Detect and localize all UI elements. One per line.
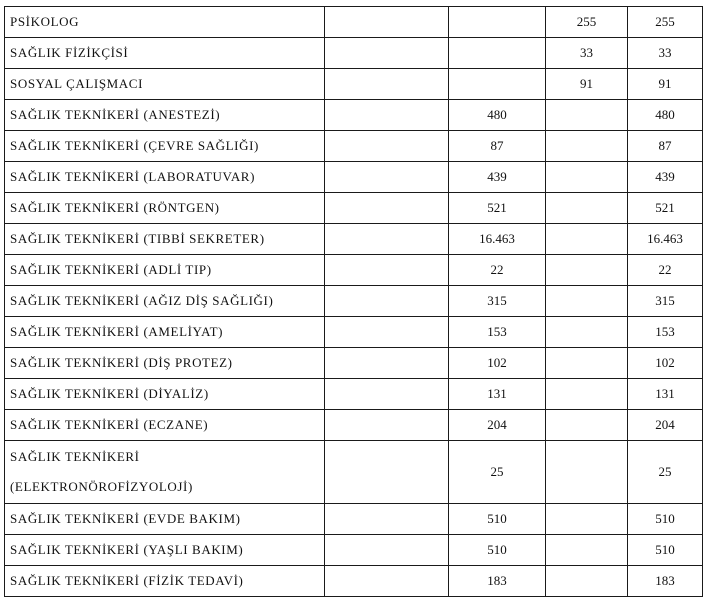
row-title-line: SAĞLIK TEKNİKERİ bbox=[10, 449, 140, 464]
row-title: SAĞLIK FİZİKÇİSİ bbox=[5, 38, 325, 69]
table-row bbox=[5, 317, 703, 348]
value-cell bbox=[546, 162, 628, 193]
row-title: SAĞLIK TEKNİKERİ (ANESTEZİ) bbox=[5, 100, 325, 131]
row-title: SAĞLIK TEKNİKERİ (DİYALİZ) bbox=[5, 379, 325, 410]
value-cell: 510 bbox=[449, 504, 546, 535]
table-row bbox=[5, 193, 703, 224]
value-cell bbox=[449, 38, 546, 69]
empty-cell bbox=[325, 286, 449, 317]
table-row bbox=[5, 38, 703, 69]
table-row bbox=[5, 255, 703, 286]
row-title: SAĞLIK TEKNİKERİ (EVDE BAKIM) bbox=[5, 504, 325, 535]
value-cell: 153 bbox=[449, 317, 546, 348]
empty-cell bbox=[325, 100, 449, 131]
value-cell bbox=[546, 255, 628, 286]
row-title: SAĞLIK TEKNİKERİ (ECZANE) bbox=[5, 410, 325, 441]
total-cell: 33 bbox=[628, 38, 703, 69]
value-cell: 439 bbox=[449, 162, 546, 193]
total-cell: 480 bbox=[628, 100, 703, 131]
value-cell bbox=[546, 535, 628, 566]
value-cell bbox=[546, 504, 628, 535]
empty-cell bbox=[325, 224, 449, 255]
value-cell bbox=[546, 131, 628, 162]
table-row bbox=[5, 566, 703, 597]
value-cell: 131 bbox=[449, 379, 546, 410]
empty-cell bbox=[325, 69, 449, 100]
empty-cell bbox=[325, 38, 449, 69]
table-row bbox=[5, 69, 703, 100]
table-row bbox=[5, 441, 703, 504]
total-cell: 25 bbox=[628, 441, 703, 504]
total-cell: 315 bbox=[628, 286, 703, 317]
total-cell: 16.463 bbox=[628, 224, 703, 255]
row-title bbox=[5, 441, 325, 504]
empty-cell bbox=[325, 7, 449, 38]
value-cell bbox=[449, 7, 546, 38]
empty-cell bbox=[325, 535, 449, 566]
table-row bbox=[5, 131, 703, 162]
empty-cell bbox=[325, 193, 449, 224]
total-cell: 102 bbox=[628, 348, 703, 379]
total-cell: 510 bbox=[628, 535, 703, 566]
row-title: PSİKOLOG bbox=[5, 7, 325, 38]
total-cell: 521 bbox=[628, 193, 703, 224]
value-cell: 25 bbox=[449, 441, 546, 504]
value-cell: 255 bbox=[546, 7, 628, 38]
value-cell: 16.463 bbox=[449, 224, 546, 255]
table-row bbox=[5, 410, 703, 441]
value-cell: 480 bbox=[449, 100, 546, 131]
table-row bbox=[5, 504, 703, 535]
table-row bbox=[5, 348, 703, 379]
value-cell bbox=[546, 317, 628, 348]
total-cell: 91 bbox=[628, 69, 703, 100]
row-title: SAĞLIK TEKNİKERİ (RÖNTGEN) bbox=[5, 193, 325, 224]
row-title: SOSYAL ÇALIŞMACI bbox=[5, 69, 325, 100]
value-cell: 87 bbox=[449, 131, 546, 162]
table-row bbox=[5, 7, 703, 38]
row-title: SAĞLIK TEKNİKERİ (YAŞLI BAKIM) bbox=[5, 535, 325, 566]
empty-cell bbox=[325, 131, 449, 162]
row-title: SAĞLIK TEKNİKERİ (DİŞ PROTEZ) bbox=[5, 348, 325, 379]
empty-cell bbox=[325, 162, 449, 193]
value-cell bbox=[546, 224, 628, 255]
empty-cell bbox=[325, 566, 449, 597]
value-cell: 33 bbox=[546, 38, 628, 69]
value-cell bbox=[546, 348, 628, 379]
value-cell: 91 bbox=[546, 69, 628, 100]
total-cell: 131 bbox=[628, 379, 703, 410]
value-cell bbox=[546, 441, 628, 504]
empty-cell bbox=[325, 379, 449, 410]
empty-cell bbox=[325, 504, 449, 535]
value-cell bbox=[546, 100, 628, 131]
empty-cell bbox=[325, 441, 449, 504]
staff-quota-table bbox=[4, 6, 703, 597]
value-cell bbox=[546, 193, 628, 224]
value-cell: 183 bbox=[449, 566, 546, 597]
value-cell: 510 bbox=[449, 535, 546, 566]
total-cell: 255 bbox=[628, 7, 703, 38]
row-title: SAĞLIK TEKNİKERİ (TIBBİ SEKRETER) bbox=[5, 224, 325, 255]
table-row bbox=[5, 535, 703, 566]
value-cell bbox=[546, 286, 628, 317]
value-cell bbox=[546, 410, 628, 441]
value-cell: 315 bbox=[449, 286, 546, 317]
empty-cell bbox=[325, 255, 449, 286]
table-row bbox=[5, 162, 703, 193]
row-title: SAĞLIK TEKNİKERİ (AMELİYAT) bbox=[5, 317, 325, 348]
value-cell bbox=[546, 566, 628, 597]
empty-cell bbox=[325, 410, 449, 441]
value-cell: 204 bbox=[449, 410, 546, 441]
row-title: SAĞLIK TEKNİKERİ (LABORATUVAR) bbox=[5, 162, 325, 193]
value-cell: 521 bbox=[449, 193, 546, 224]
row-title: SAĞLIK TEKNİKERİ (ÇEVRE SAĞLIĞI) bbox=[5, 131, 325, 162]
total-cell: 22 bbox=[628, 255, 703, 286]
total-cell: 204 bbox=[628, 410, 703, 441]
value-cell bbox=[546, 379, 628, 410]
value-cell: 22 bbox=[449, 255, 546, 286]
table-row bbox=[5, 224, 703, 255]
total-cell: 153 bbox=[628, 317, 703, 348]
value-cell bbox=[449, 69, 546, 100]
table-row bbox=[5, 100, 703, 131]
row-title: SAĞLIK TEKNİKERİ (AĞIZ DİŞ SAĞLIĞI) bbox=[5, 286, 325, 317]
empty-cell bbox=[325, 348, 449, 379]
table-row bbox=[5, 286, 703, 317]
row-title: SAĞLIK TEKNİKERİ (ADLİ TIP) bbox=[5, 255, 325, 286]
row-title: SAĞLIK TEKNİKERİ (FİZİK TEDAVİ) bbox=[5, 566, 325, 597]
total-cell: 510 bbox=[628, 504, 703, 535]
row-title-line: (ELEKTRONÖROFİZYOLOJİ) bbox=[10, 479, 193, 494]
table-row bbox=[5, 379, 703, 410]
empty-cell bbox=[325, 317, 449, 348]
total-cell: 87 bbox=[628, 131, 703, 162]
total-cell: 439 bbox=[628, 162, 703, 193]
value-cell: 102 bbox=[449, 348, 546, 379]
total-cell: 183 bbox=[628, 566, 703, 597]
